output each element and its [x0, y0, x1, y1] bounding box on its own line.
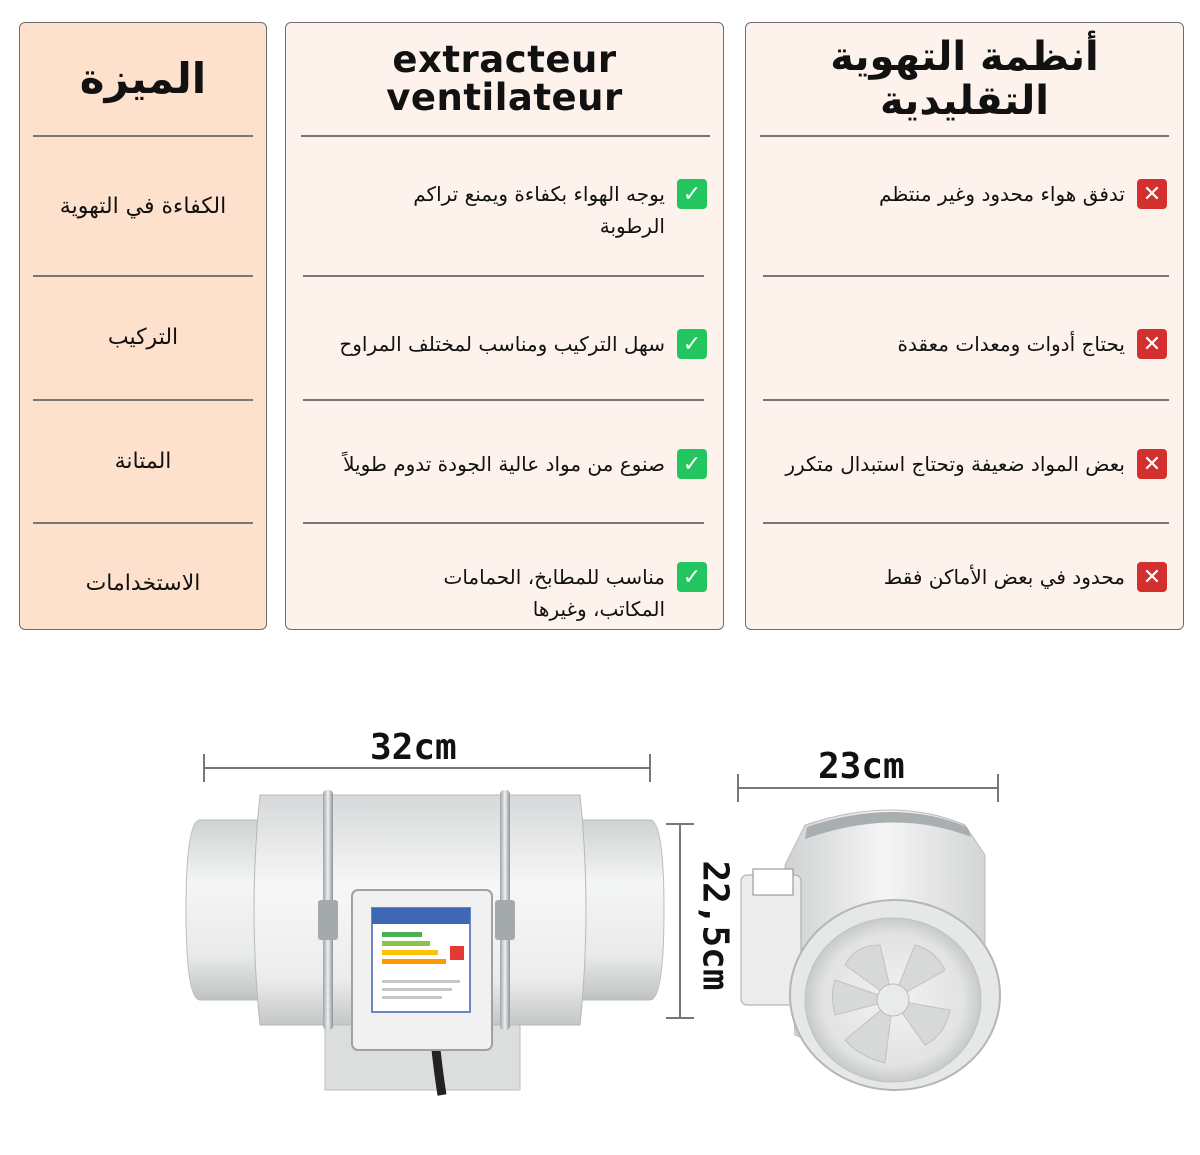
traditional-column — [745, 22, 1184, 630]
trad-item-text: محدود في بعض الأماكن فقط — [883, 565, 1125, 589]
divider — [303, 275, 704, 277]
cross-icon: ✕ — [1137, 449, 1167, 479]
fan-front-view — [735, 795, 1005, 1095]
traditional-header-line2: التقليدية — [880, 78, 1049, 124]
check-icon: ✓ — [677, 449, 707, 479]
feature-label: الكفاءة في التهوية — [59, 193, 227, 219]
divider — [763, 399, 1169, 401]
feature-column — [19, 22, 267, 630]
fan-side-view — [180, 740, 700, 1100]
cross-icon: ✕ — [1137, 179, 1167, 209]
fan-item-text: يوجه الهواء بكفاءة ويمنع تراكم الرطوبة — [413, 182, 665, 238]
feature-label: الاستخدامات — [85, 570, 201, 596]
trad-item-1 — [756, 178, 1167, 210]
feature-row-1 — [20, 137, 266, 275]
fan-item-1 — [296, 178, 707, 242]
feature-row-4 — [20, 524, 266, 642]
divider — [303, 399, 704, 401]
feature-header: الميزة — [79, 54, 207, 103]
fan-item-3 — [296, 448, 707, 480]
fan-item-text: صنوع من مواد عالية الجودة تدوم طويلاً — [343, 452, 665, 476]
diameter-label: 23cm — [818, 746, 905, 787]
fan-item-2 — [296, 328, 707, 360]
trad-item-2 — [756, 328, 1167, 360]
divider — [763, 275, 1169, 277]
trad-item-text: تدفق هواء محدود وغير منتظم — [879, 182, 1125, 206]
trad-item-text: يحتاج أدوات ومعدات معقدة — [897, 332, 1125, 356]
cross-icon: ✕ — [1137, 329, 1167, 359]
height-label: 22,5cm — [694, 860, 736, 991]
cross-icon: ✕ — [1137, 562, 1167, 592]
fan-item-text: سهل التركيب ومناسب لمختلف المراوح — [339, 332, 665, 356]
feature-label: التركيب — [107, 324, 179, 350]
length-label: 32cm — [370, 727, 457, 768]
divider — [301, 135, 710, 137]
divider — [760, 135, 1169, 137]
feature-label: المتانة — [114, 448, 172, 474]
fan-header — [286, 23, 723, 135]
trad-item-text: بعض المواد ضعيفة وتحتاج استبدال متكرر — [785, 452, 1125, 476]
traditional-header — [746, 23, 1183, 135]
divider — [303, 522, 704, 524]
trad-item-3 — [756, 448, 1167, 480]
fan-item-4 — [296, 561, 707, 625]
height-dimension-line — [658, 820, 698, 1022]
fan-column — [285, 22, 724, 630]
trad-item-4 — [756, 561, 1167, 593]
fan-header-line2: ventilateur — [386, 76, 623, 119]
feature-row-2 — [20, 277, 266, 397]
fan-header-line1: extracteur — [392, 38, 617, 81]
traditional-header-line1: أنظمة التهوية — [830, 34, 1099, 80]
check-icon: ✓ — [677, 179, 707, 209]
check-icon: ✓ — [677, 329, 707, 359]
feature-row-3 — [20, 401, 266, 521]
fan-item-text: مناسب للمطابخ، الحمامات المكاتب، وغيرها — [443, 565, 665, 621]
divider — [763, 522, 1169, 524]
check-icon: ✓ — [677, 562, 707, 592]
